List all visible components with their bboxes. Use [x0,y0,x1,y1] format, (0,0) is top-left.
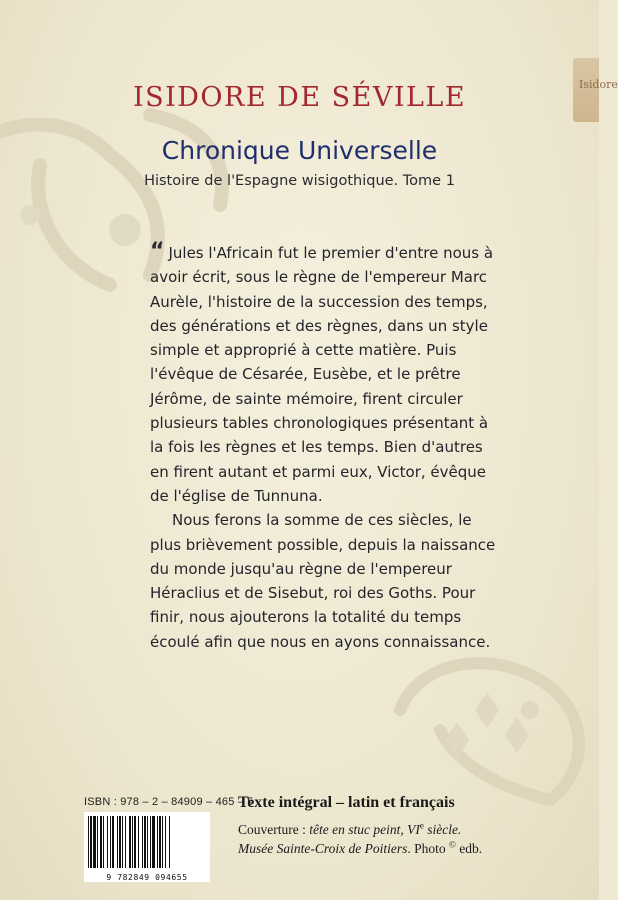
credit-publisher: edb. [455,841,483,856]
edition-note: Texte intégral – latin et français [238,794,455,811]
credit-century-sup: e [419,820,424,831]
blurb-text [150,240,505,654]
blurb-paragraph-1-text: Jules l'Africain fut le premier d'entre nous à avoir écrit, sous le règne de l'empereur Marc Aurèle, l'histoire de la succession des temps, des générations et des règnes, dans un style simple et approprié à cette matière. Puis l'évêque de Césarée, Eusèbe, et le prêtre Jérôme, de sainte mémoire, firent circuler plusieurs tables chronologiques présentant à la fois les règnes et les temps. Bien d'autres en firent autant et parmi eux, Victor, évêque de l'église de Tunnuna. [150,244,494,505]
ornament-bottom-right [380,640,599,810]
quote-mark: “ [150,239,165,264]
author-name: ISIDORE DE SÉVILLE [132,82,467,113]
isbn-text: ISBN : 978 – 2 – 84909 – 465 – 5 [84,796,254,808]
credit-artwork-end: siècle. [423,822,462,837]
book-subtitle: Histoire de l'Espagne wisigothique. Tome 1 [144,173,455,189]
blurb-paragraph-1 [150,240,505,508]
barcode-number: 9 782849 094655 [106,873,188,882]
book-title: Chronique Universelle [161,136,438,165]
credit-photo: . Photo [407,841,449,856]
cover-credit [238,820,482,858]
credit-copyright: © [448,839,456,850]
spine-text: Isidore [579,78,618,91]
credit-label: Couverture : [238,822,310,837]
credit-museum: Musée Sainte-Croix de Poitiers [238,841,408,856]
blurb-paragraph-2: Nous ferons la somme de ces siècles, le plus brièvement possible, depuis la naissance du monde jusqu'au règne de l'empereur Héraclius et de Sisebut, roi des Goths. Pour finir, nous ajouterons la totalité du temps écoulé afin que nous en ayons connaissance. [150,511,496,651]
barcode-bars [84,812,210,872]
barcode [84,812,210,882]
credit-artwork: tête en stuc peint, VI [309,822,420,837]
